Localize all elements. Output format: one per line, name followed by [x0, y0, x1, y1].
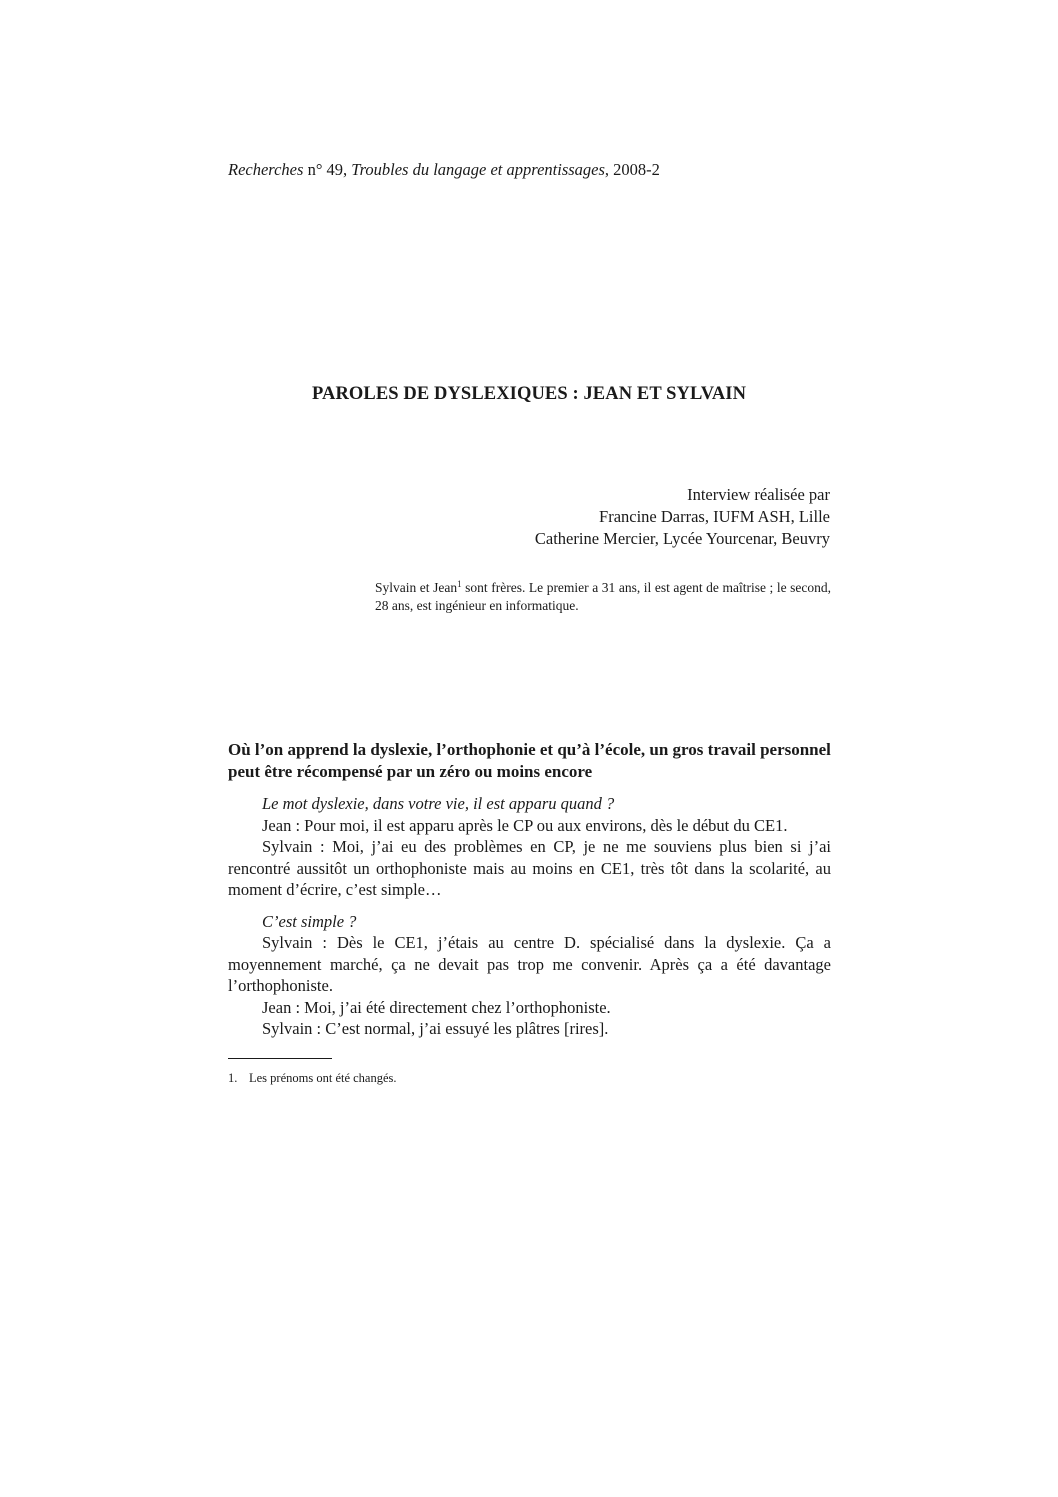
issue-theme: Troubles du langage et apprentissages	[351, 160, 605, 179]
interview-question: C’est simple ?	[262, 911, 357, 931]
byline-author-1: Francine Darras, IUFM ASH, Lille	[599, 507, 830, 526]
interview-question: Le mot dyslexie, dans votre vie, il est apparu quand ?	[262, 794, 615, 813]
interview-answer: Jean : Pour moi, il est apparu après le CP ou aux environs, dès le début du CE1.	[262, 815, 788, 835]
intro-paragraph	[375, 579, 831, 615]
interview-answer: Sylvain : Moi, j’ai eu des problèmes en CP, je ne me souviens plus bien si j’ai rencontré aussitôt un orthophoniste mais au moins en CE1, très tôt dans la scolarité, au moment d’écrire, c’est simple…	[228, 837, 831, 899]
section-heading: Où l’on apprend la dyslexie, l’orthophonie et qu’à l’école, un gros travail personnel peut être récompensé par un zéro ou moins encore	[228, 740, 831, 781]
footnote	[228, 1071, 397, 1086]
issue-year: , 2008-2	[604, 160, 660, 179]
byline-intro: Interview réalisée par	[687, 485, 830, 504]
main-body	[228, 739, 831, 1040]
intro-text-end: sont frères. Le premier a 31 ans, il est agent de maîtrise ; le second, 28 ans, est ingénieur en informatique.	[375, 580, 832, 613]
footnote-text: Les prénoms ont été changés.	[249, 1071, 397, 1085]
interview-answer: Sylvain : C’est normal, j’ai essuyé les plâtres [rires].	[262, 1019, 609, 1038]
interview-answer: Sylvain : Dès le CE1, j’étais au centre D. spécialisé dans la dyslexie. Ça a moyennement marché, ça ne devait pas trop me convenir. Après ça a été davantage l’orthophoniste.	[228, 933, 831, 995]
article-title: PAROLES DE DYSLEXIQUES : JEAN ET SYLVAIN	[311, 384, 747, 404]
footnote-divider	[228, 1058, 332, 1059]
intro-text-start: Sylvain et Jean	[375, 580, 458, 595]
interview-answer: Jean : Moi, j’ai été directement chez l’orthophoniste.	[262, 997, 611, 1017]
running-head	[228, 160, 660, 180]
byline	[535, 484, 830, 550]
byline-author-2: Catherine Mercier, Lycée Yourcenar, Beuvry	[534, 529, 830, 548]
journal-name: Recherches	[228, 160, 304, 179]
issue-number: n° 49,	[307, 160, 348, 179]
paragraph-gap	[228, 901, 831, 911]
footnote-reference[interactable]: 1	[457, 579, 462, 589]
footnote-number: 1.	[228, 1071, 238, 1085]
